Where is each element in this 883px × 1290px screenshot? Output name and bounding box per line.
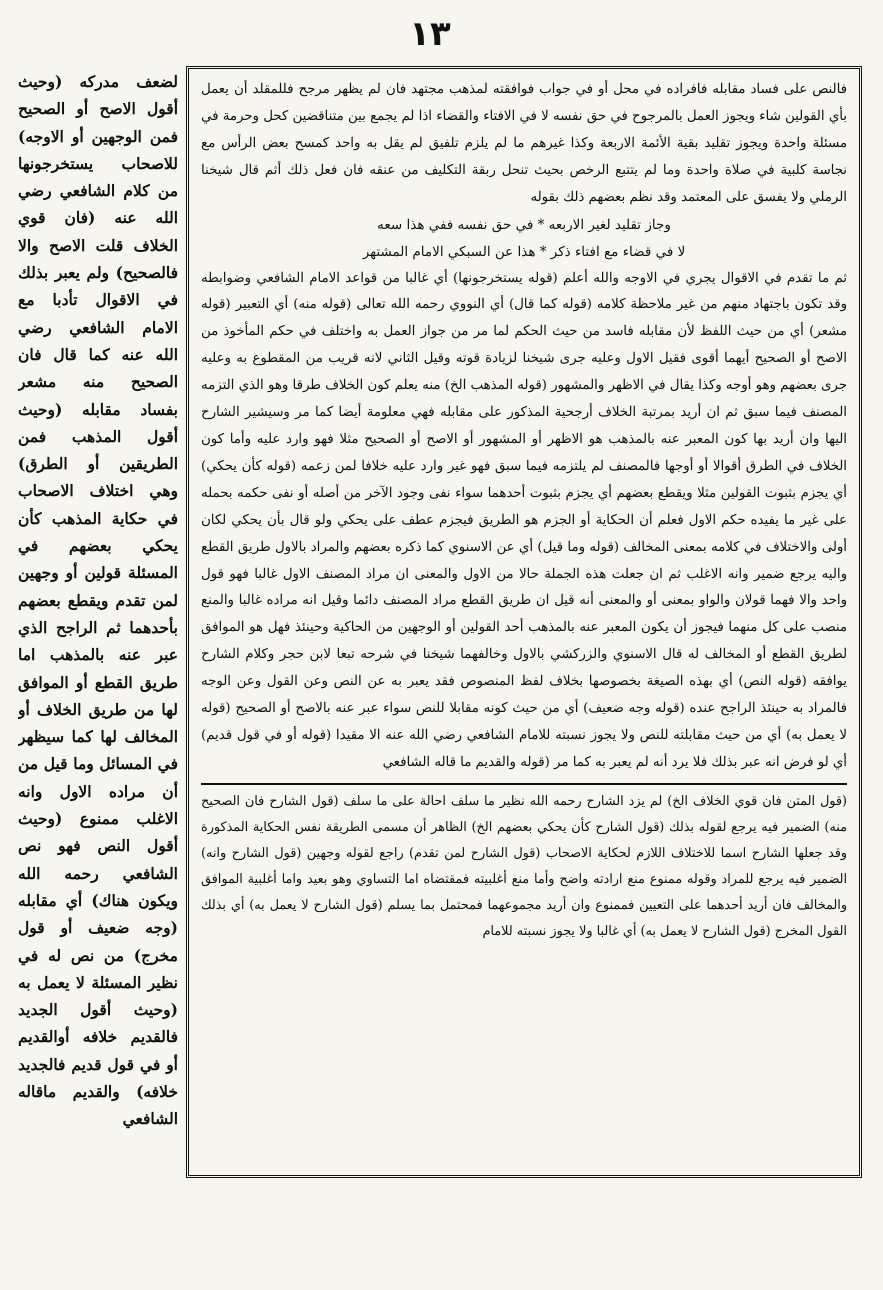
- notes-section: [201, 789, 847, 945]
- commentary-body: ثم ما تقدم في الاقوال يجري في الاوجه والله أعلم (قوله يستخرجونها) أي غالبا من قواعد الامام الشافعي وضوابطه وقد تكون باجتهاد منهم من غير ملاحظة كلامه (قوله كما قال) أي النووي رحمه الله تعالى (قوله منه) أي التعبير (قوله مشعر) أي من حيث اللفظ لأن مقابله فاسد من حيث الحكم لما مر من جواز العمل به واختلف في حكم المأخوذ من الاصح أو الصحيح أيهما أقوى فقيل الاول وعليه جرى شيخنا لزيادة قوته وقيل الثاني لانه قريب من المقطوع به وعليه جرى بعضهم وهو أوجه وكذا يقال في الاظهر والمشهور (قوله المذهب الخ) منه يعلم كون الخلاف طرقا وهو الذي التزمه المصنف فيما سبق ثم ان أريد بمرتبة الخلاف أرجحية المذكور على مقابله فهي معلومة أيضا كما مر وسيشير الشارح اليها وان أريد بها كون المعبر عنه بالمذهب هو الاظهر أو المشهور أو الاصح أو الصحيح مثلا فهو وارد عليه وأما كون الخلاف في الطرق أقوالا أو أوجها فالمصنف لم يلتزمه فيما سبق فهو غير وارد عليه خلافا لمن زعمه (قوله كأن يحكي) أي يجزم بثبوت القولين مثلا ويقطع بعضهم أي يجزم بثبوت أحدهما سواء نفى وجود الآخر من أصله أو نفى حكمه بحمله على غير ما يفيده حكم الاول فعلم أن الحكاية أو الجزم هو الطريق فيجزم عطف على يحكي ولو قال بأن يحكي لكان أولى والاختلاف في كلامه بمعنى المخالف (قوله وما قيل) أي عن الاسنوي كما ذكره بعضهم والمراد بالاول طريق القطع واليه يرجع ضمير وانه الاغلب ثم ان جعلت هذه الجملة حالا من الاول والمعنى ان مراد المصنف الاول غالبا فهو قول واحد والا فهما قولان والواو بمعنى أو والمعنى أنه قيل ان طريق القطع مراد المصنف دائما وقيل انه مراده غالبا والمنع منصب على كل منهما فيجوز أن يكون المعبر عنه بالمذهب أحد القولين أو الوجهين من الحاكية وحينئذ فهل هو الموافق لطريق القطع أو المخالف له قال الاسنوي والزركشي بالاول وخالفهما شيخنا في شرحه تبعا لابن حجر وكلام الشارح يوافقه (قوله النص) أي بهذه الصيغة بخصوصها بخلاف لفظ المنصوص فقد يعبر به عن النص وعن القول وعن الوجه فالمراد به حينئذ الراجح عنده (قوله وجه ضعيف) أي من حيث كونه مقابلا للنص سواء عبر عنه بالاصح أو الصحيح (قوله لا يعمل به) أي من حيث مقابلته للنص ولا يجوز نسبته للامام الشافعي رضي الله عنه الا مقيدا (قوله أو في قول قديم) أي لو فرض انه عبر بذلك فلا يرد أنه لم يعبر به كما مر (قوله والقديم ما قاله الشافعي: [201, 270, 847, 770]
- notes-text: (قول المتن فان قوي الخلاف الخ) لم يزد الشارح رحمه الله نظير ما سلف احالة على ما سلف (قول الشارح فان الصحيح منه) الضمير فيه يرجع لقوله بذلك (قول الشارح كأن يحكي بعضهم الخ) الظاهر أن مسمى الطريقة نفس الحكاية المذكورة وقد جعلها الشارح اسما للاختلاف اللازم لحكاية الاصحاب (قول الشارح لمن تقدم) راجع لقوله وجهين (قول الشارح وانه) الضمير فيه يرجع للمراد وقوله ممنوع منع ارادته واضح وأما منع أغلبيته فمقتضاه اما التساوي وهو بعيد واما أغلبية الموافق والمخالف فان أريد أحدهما على التعيين فممنوع وان أريد مجموعهما فمحتمل بما يسلم (قول الشارح لا يعمل به) أي بذلك القول المخرج (قول الشارح لا يعمل به) أي غالبا ولا يجوز نسبته للامام: [201, 793, 847, 939]
- verse-line-2: لا في قضاء مع افتاء ذكر * هذا عن السبكي الامام المشتهر: [362, 243, 686, 260]
- margin-text: لضعف مدركه (وحيث أقول الاصح أو الصحيح فمن الوجهين أو الاوجه) للاصحاب يستخرجونها من كلام الشافعي رضي الله عنه (فان قوي الخلاف قلت الاصح والا فالصحيح) ولم يعبر بذلك في الاقوال تأدبا مع الامام الشافعي رضي الله عنه كما قال فان الصحيح منه مشعر بفساد مقابله (وحيث أقول المذهب فمن الطريقين أو الطرق) وهي اختلاف الاصحاب في حكاية المذهب كأن يحكي بعضهم في المسئلة قولين أو وجهين لمن تقدم ويقطع بعضهم بأحدهما ثم الراجح الذي عبر عنه بالمذهب اما طريق القطع أو الموافق لها من طريق الخلاف أو المخالف لها كما سيظهر في المسائل وما قيل من أن مراده الاول وانه الاغلب ممنوع (وحيث أقول النص فهو نص الشافعي رحمه الله ويكون هناك) أي مقابله (وجه ضعيف أو قول مخرج) من نص له في نظير المسئلة لا يعمل به (وحيث أقول الجديد فالقديم خلافه أوالقديم أو في قول قديم فالجديد خلافه) والقديم ماقاله الشافعي: [18, 72, 178, 1129]
- verse-line-1: وجاز تقليد لغير الاربعه * في حق نفسه ففي هذا سعه: [377, 216, 671, 233]
- margin-main-text-column: [18, 68, 178, 1158]
- commentary-section: [201, 77, 847, 777]
- page-number: ١٣: [409, 14, 451, 54]
- commentary-frame: [186, 66, 862, 1178]
- commentary-intro: فالنص على فساد مقابله فافراده في محل أو في جواب فوافقته لمذهب مجتهد فان لم يظهر مرجح فللمقلد أن يعمل بأي القولين شاء ويجوز العمل بالمرجوح في حق نفسه لا في الافتاء والقضاء اذا لم يجمع بين متناقضين كحل وحرمة في مسئلة واحدة ويجوز تقليد بقية الأئمة الاربعة وكذا غيرهم ما لم يلزم تلفيق لم يقل به واحد كمسح بعض الرأس مع نجاسة كلبية في صلاة واحدة وما لم يتتبع الرخص بحيث تنحل ربقة التكليف من عنقه فان فعل ذلك أثم قال شيخنا الرملي ولا يفسق على المعتمد وقد نظم بعضهم ذلك بقوله: [201, 82, 847, 205]
- section-divider: [201, 783, 847, 785]
